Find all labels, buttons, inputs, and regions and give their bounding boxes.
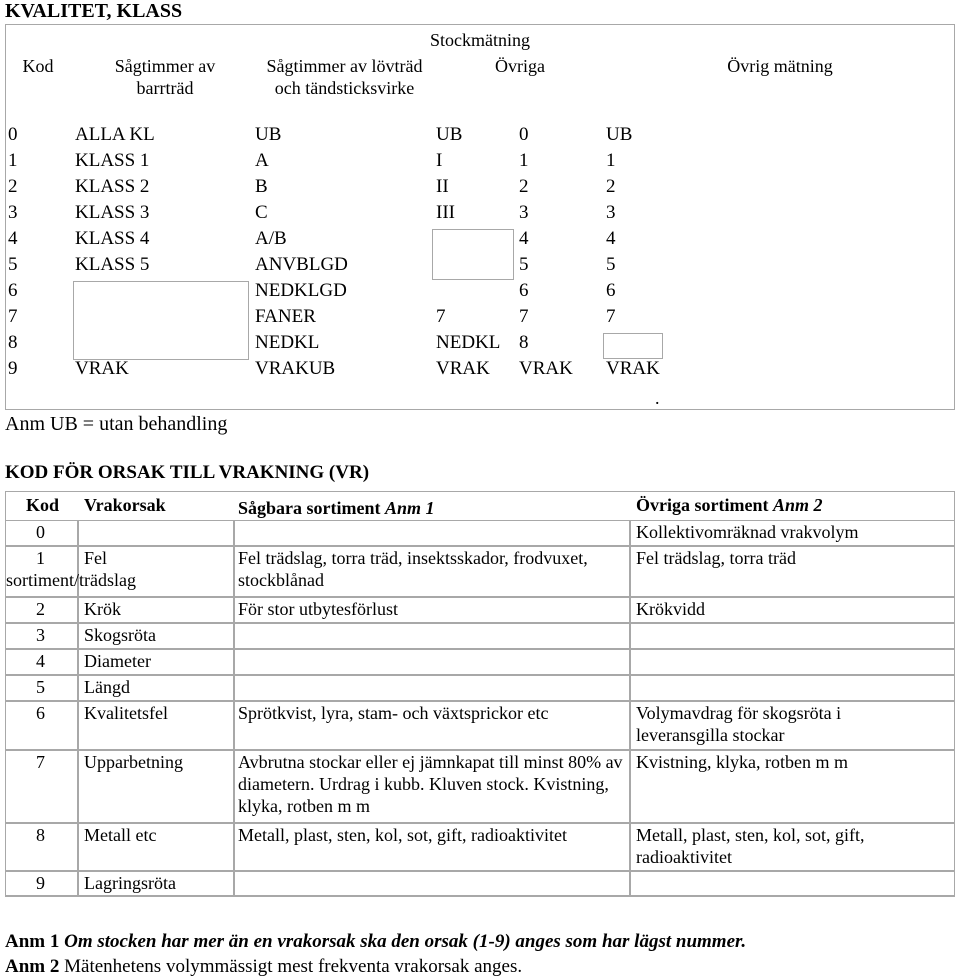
t1-cell: 1 [606,150,616,171]
t2-cell-border [630,675,955,701]
t1-note: Anm UB = utan behandling [5,413,228,435]
t1-cell: NEDKL [255,332,320,353]
t2-sagbara: Metall, plast, sten, kol, sot, gift, radioaktivitet [238,825,567,845]
t1-cell: 4 [8,228,18,249]
t1-cell: 7 [519,306,529,327]
t2-header-ovriga-label: Övriga sortiment [636,495,769,515]
t1-cell: C [255,202,268,223]
stockmatning-header: Stockmätning [430,30,530,50]
t2-sagbara: Sprötkvist, lyra, stam- och växtsprickor etc [238,703,549,723]
t2-cell-border [234,649,630,675]
t1-cell: UB [436,124,463,145]
t1-cell: 4 [519,228,529,249]
t2-cell-border [234,623,630,649]
t1-dot: . [655,388,660,408]
anm1-note [5,930,746,954]
t2-ovriga: Metall, plast, sten, kol, sot, gift, radioaktivitet [636,825,865,867]
t1-cell: I [436,150,443,171]
t1-cell: ANVBLGD [255,254,348,275]
t2-orsak: Kvalitetsfel [84,703,168,723]
t1-cell: 6 [606,280,616,301]
t2-kod: 6 [36,703,45,723]
t2-kod: 5 [36,677,45,697]
t2-header-vrakorsak: Vrakorsak [84,495,166,515]
t2-ovriga: Fel trädslag, torra träd [636,548,796,568]
section-title-vrakning: KOD FÖR ORSAK TILL VRAKNING (VR) [5,462,370,483]
t1-header-kod: Kod [22,56,54,76]
t1-cell: KLASS 5 [75,254,150,275]
anm2-note [5,955,522,979]
t2-ovriga: Krökvidd [636,599,705,619]
t2-cell-border [78,520,234,546]
t1-empty-cell [432,229,514,280]
t1-cell: 0 [519,124,529,145]
t2-kod: 4 [36,651,45,671]
t1-cell: KLASS 1 [75,150,150,171]
t1-cell: VRAK [75,358,129,379]
t1-header-ovrig-matning: Övrig mätning [727,56,833,76]
t2-ovriga: Volymavdrag för skogsröta i leveransgilla stockar [636,703,842,745]
t1-cell: 9 [8,358,18,379]
t1-cell: UB [255,124,282,145]
t2-orsak: Skogsröta [84,625,156,645]
t2-kod: 8 [36,825,45,845]
t1-cell: KLASS 4 [75,228,150,249]
t1-cell: 7 [606,306,616,327]
t2-orsak: Upparbetning [84,752,183,772]
t1-cell: 8 [8,332,18,353]
t2-kod: 7 [36,752,45,772]
t1-cell: VRAK [606,358,660,379]
t2-kod: 3 [36,625,45,645]
t2-header-sagbara-anm: Anm 1 [385,498,435,518]
t2-kod: 0 [36,522,45,542]
t1-header-lov: Sågtimmer av lövträd och tändsticksvirke [266,56,423,98]
t1-cell: 5 [519,254,529,275]
t2-orsak: Metall etc [84,825,157,845]
t1-cell: A/B [255,228,287,249]
t1-cell: 6 [8,280,18,301]
anm1-label: Anm 1 [5,931,60,952]
t1-cell: 8 [519,332,529,353]
anm2-label: Anm 2 [5,956,60,977]
t2-ovriga: Kvistning, klyka, rotben m m [636,752,848,772]
t1-cell: 2 [519,176,529,197]
section-title-quality: KVALITET, KLASS [5,0,183,22]
t2-sagbara: För stor utbytesförlust [238,599,398,619]
t1-cell: 0 [8,124,18,145]
t1-cell: VRAK [436,358,490,379]
t2-sagbara: Avbrutna stockar eller ej jämnkapat till minst 80% av diametern. Urdrag i kubb. Kluven stock. Kvistning, klyka, rotben m m [238,752,623,816]
t1-cell: 3 [8,202,18,223]
t2-header-ovriga-anm: Anm 2 [772,495,823,515]
t2-orsak: Krök [84,599,121,619]
t1-cell: 1 [519,150,529,171]
t1-empty-cell [73,281,249,360]
t1-header-barr: Sågtimmer av barrträd [114,56,216,98]
t1-header-ovriga: Övriga [495,56,545,76]
anm2-text: Mätenhetens volymmässigt mest frekventa vrakorsak anges. [64,956,523,977]
t1-cell: 5 [606,254,616,275]
t2-kod: 9 [36,873,45,893]
t1-cell: KLASS 2 [75,176,150,197]
t1-cell: KLASS 3 [75,202,150,223]
t2-orsak: Längd [84,677,130,697]
t2-cell-border [630,649,955,675]
t1-cell: 2 [8,176,18,197]
t2-cell-border [234,520,630,546]
t2-sagbara: Fel trädslag, torra träd, insektsskador, frodvuxet, stockblånad [238,548,588,590]
t1-cell: A [255,150,269,171]
t2-orsak: Fel sortiment/trädslag [6,548,136,590]
t2-kod: 1 [36,548,45,568]
t1-cell: NEDKLGD [255,280,347,301]
t2-cell-border [234,871,630,897]
t1-cell: NEDKL [436,332,501,353]
t2-header-ovriga [636,494,823,516]
t1-cell: 3 [606,202,616,223]
t1-cell: III [436,202,455,223]
anm1-text: Om stocken har mer än en vrakorsak ska den orsak (1-9) anges som har lägst nummer. [64,931,747,952]
t1-cell: UB [606,124,633,145]
t2-cell-border [234,675,630,701]
t1-cell: 6 [519,280,529,301]
t1-cell: VRAKUB [255,358,336,379]
t2-header-sagbara-label: Sågbara sortiment [238,498,381,518]
t1-cell: B [255,176,268,197]
t2-kod: 2 [36,599,45,619]
t1-cell: 7 [8,306,18,327]
t2-header-sagbara [238,497,435,519]
t2-cell-border [630,623,955,649]
t1-cell: 5 [8,254,18,275]
t2-header-kod: Kod [26,495,60,515]
t1-cell: 4 [606,228,616,249]
t1-empty-cell [603,333,663,359]
t1-cell: ALLA KL [75,124,155,145]
t2-orsak: Diameter [84,651,151,671]
t2-ovriga: Kollektivomräknad vrakvolym [636,522,859,542]
t1-cell: 3 [519,202,529,223]
t2-orsak: Lagringsröta [84,873,176,893]
t1-cell: 2 [606,176,616,197]
t1-cell: VRAK [519,358,573,379]
t1-cell: 7 [436,306,446,327]
t1-cell: II [436,176,449,197]
t1-cell: 1 [8,150,18,171]
t2-cell-border [630,871,955,897]
t1-cell: FANER [255,306,316,327]
